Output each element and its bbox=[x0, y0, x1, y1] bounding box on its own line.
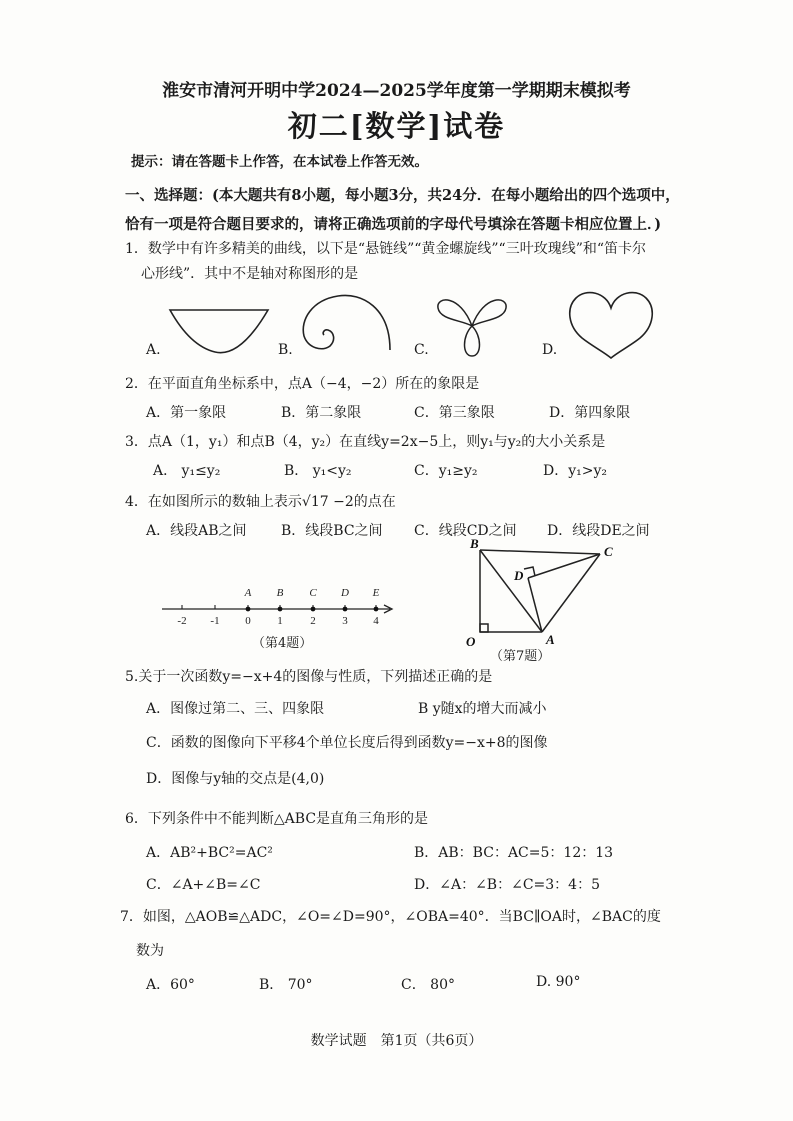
q4-option-b[interactable]: B．线段BC之间 bbox=[281, 523, 383, 539]
q7-option-b[interactable]: B． 70° bbox=[259, 977, 313, 993]
q4-option-d[interactable]: D．线段DE之间 bbox=[547, 523, 650, 539]
section-instructions-line2: 恰有一项是符合题目要求的，请将正确选项前的字母代号填涂在答题卡相应位置上．) bbox=[125, 216, 662, 233]
q4-option-a[interactable]: A．线段AB之间 bbox=[146, 523, 247, 539]
q7-option-d[interactable]: D. 90° bbox=[536, 974, 581, 990]
q3-option-d[interactable]: D．y₁>y₂ bbox=[543, 463, 607, 479]
answer-hint: 提示：请在答题卡上作答，在本试卷上作答无效。 bbox=[131, 154, 428, 170]
q5-option-c[interactable]: C．函数的图像向下平移4个单位长度后得到函数y=−x+8的图像 bbox=[146, 735, 548, 751]
q6-option-a[interactable]: A．AB²+BC²=AC² bbox=[146, 845, 273, 861]
golden-spiral-figure bbox=[290, 288, 400, 358]
q4-stem: 4．在如图所示的数轴上表示√17 −2的点在 bbox=[125, 494, 396, 510]
q2-stem: 2．在平面直角坐标系中，点A（−4，−2）所在的象限是 bbox=[125, 376, 480, 392]
q2-option-a[interactable]: A．第一象限 bbox=[146, 405, 227, 421]
vertex-b-label: B bbox=[470, 536, 479, 551]
axis-point-b: B bbox=[276, 587, 284, 599]
axis-tick-label: 3 bbox=[342, 615, 348, 627]
q6-option-c[interactable]: C．∠A+∠B=∠C bbox=[146, 877, 261, 893]
vertex-a-label: A bbox=[546, 632, 555, 647]
axis-tick-label: 0 bbox=[245, 615, 251, 627]
q1-option-d[interactable]: D. bbox=[542, 342, 558, 358]
three-leaf-rose-figure bbox=[432, 290, 512, 360]
q2-option-c[interactable]: C．第三象限 bbox=[414, 405, 495, 421]
vertex-o-label: O bbox=[466, 634, 476, 649]
q1-stem-line1: 1．数学中有许多精美的曲线，以下是“悬链线”“黄金螺旋线”“三叶玫瑰线”和“笛卡尔 bbox=[125, 241, 647, 257]
number-line-figure bbox=[160, 582, 400, 630]
page-title: 初二[数学]试卷 bbox=[287, 109, 506, 143]
q5-option-a[interactable]: A．图像过第二、三、四象限 bbox=[146, 701, 325, 717]
q3-option-a[interactable]: A． y₁≤y₂ bbox=[153, 463, 221, 479]
cardioid-heart-figure bbox=[566, 288, 656, 360]
q1-option-b[interactable]: B. bbox=[278, 342, 293, 358]
q3-option-c[interactable]: C．y₁≥y₂ bbox=[414, 463, 478, 479]
axis-point-c: C bbox=[309, 587, 317, 599]
q4-figure-caption: （第4题） bbox=[252, 636, 313, 651]
axis-tick-label: 4 bbox=[373, 615, 379, 627]
q7-figure-caption: （第7题） bbox=[490, 649, 551, 664]
axis-tick-label: 1 bbox=[277, 615, 283, 627]
q6-stem: 6．下列条件中不能判断△ABC是直角三角形的是 bbox=[125, 811, 429, 827]
q1-option-c[interactable]: C. bbox=[414, 342, 429, 358]
q5-option-b[interactable]: B y随x的增大而减小 bbox=[418, 701, 547, 717]
triangle-figure-q7 bbox=[462, 536, 622, 648]
q6-option-b[interactable]: B．AB：BC：AC=5：12：13 bbox=[414, 845, 614, 861]
section-instructions-line1: 一、选择题：(本大题共有8小题，每小题3分，共24分．在每小题给出的四个选项中， bbox=[125, 187, 680, 204]
q1-stem-line2: 心形线”．其中不是轴对称图形的是 bbox=[141, 266, 359, 282]
axis-point-a: A bbox=[244, 587, 252, 599]
vertex-c-label: C bbox=[604, 544, 613, 559]
catenary-curve-figure bbox=[165, 300, 275, 360]
q2-option-d[interactable]: D．第四象限 bbox=[549, 405, 631, 421]
school-exam-line: 淮安市清河开明中学2024—2025学年度第一学期期末模拟考 bbox=[162, 81, 631, 101]
q5-stem: 5.关于一次函数y=−x+4的图像与性质，下列描述正确的是 bbox=[125, 669, 493, 685]
q6-option-d[interactable]: D．∠A：∠B：∠C=3：4：5 bbox=[414, 877, 600, 893]
axis-tick-label: 2 bbox=[310, 615, 316, 627]
axis-point-d: D bbox=[341, 587, 349, 599]
q7-stem-line2: 数为 bbox=[136, 943, 164, 959]
q2-option-b[interactable]: B．第二象限 bbox=[281, 405, 362, 421]
q7-option-a[interactable]: A．60° bbox=[146, 977, 195, 993]
axis-tick-label: -2 bbox=[177, 615, 187, 627]
q7-stem-line1: 7．如图，△AOB≌△ADC，∠O=∠D=90°，∠OBA=40°．当BC∥OA时，∠BAC的度 bbox=[120, 909, 661, 925]
q1-option-a[interactable]: A. bbox=[146, 342, 161, 358]
q7-option-c[interactable]: C． 80° bbox=[401, 977, 455, 993]
axis-point-e: E bbox=[372, 587, 380, 599]
vertex-d-label: D bbox=[514, 568, 524, 583]
q4-option-c[interactable]: C．线段CD之间 bbox=[414, 523, 517, 539]
q3-option-b[interactable]: B． y₁<y₂ bbox=[284, 463, 352, 479]
q5-option-d[interactable]: D．图像与y轴的交点是(4,0) bbox=[146, 771, 325, 787]
page-footer: 数学试题 第1页（共6页） bbox=[310, 1033, 483, 1049]
axis-tick-label: -1 bbox=[210, 615, 220, 627]
q3-stem: 3．点A（1，y₁）和点B（4，y₂）在直线y=2x−5上，则y₁与y₂的大小关系是 bbox=[125, 434, 606, 450]
